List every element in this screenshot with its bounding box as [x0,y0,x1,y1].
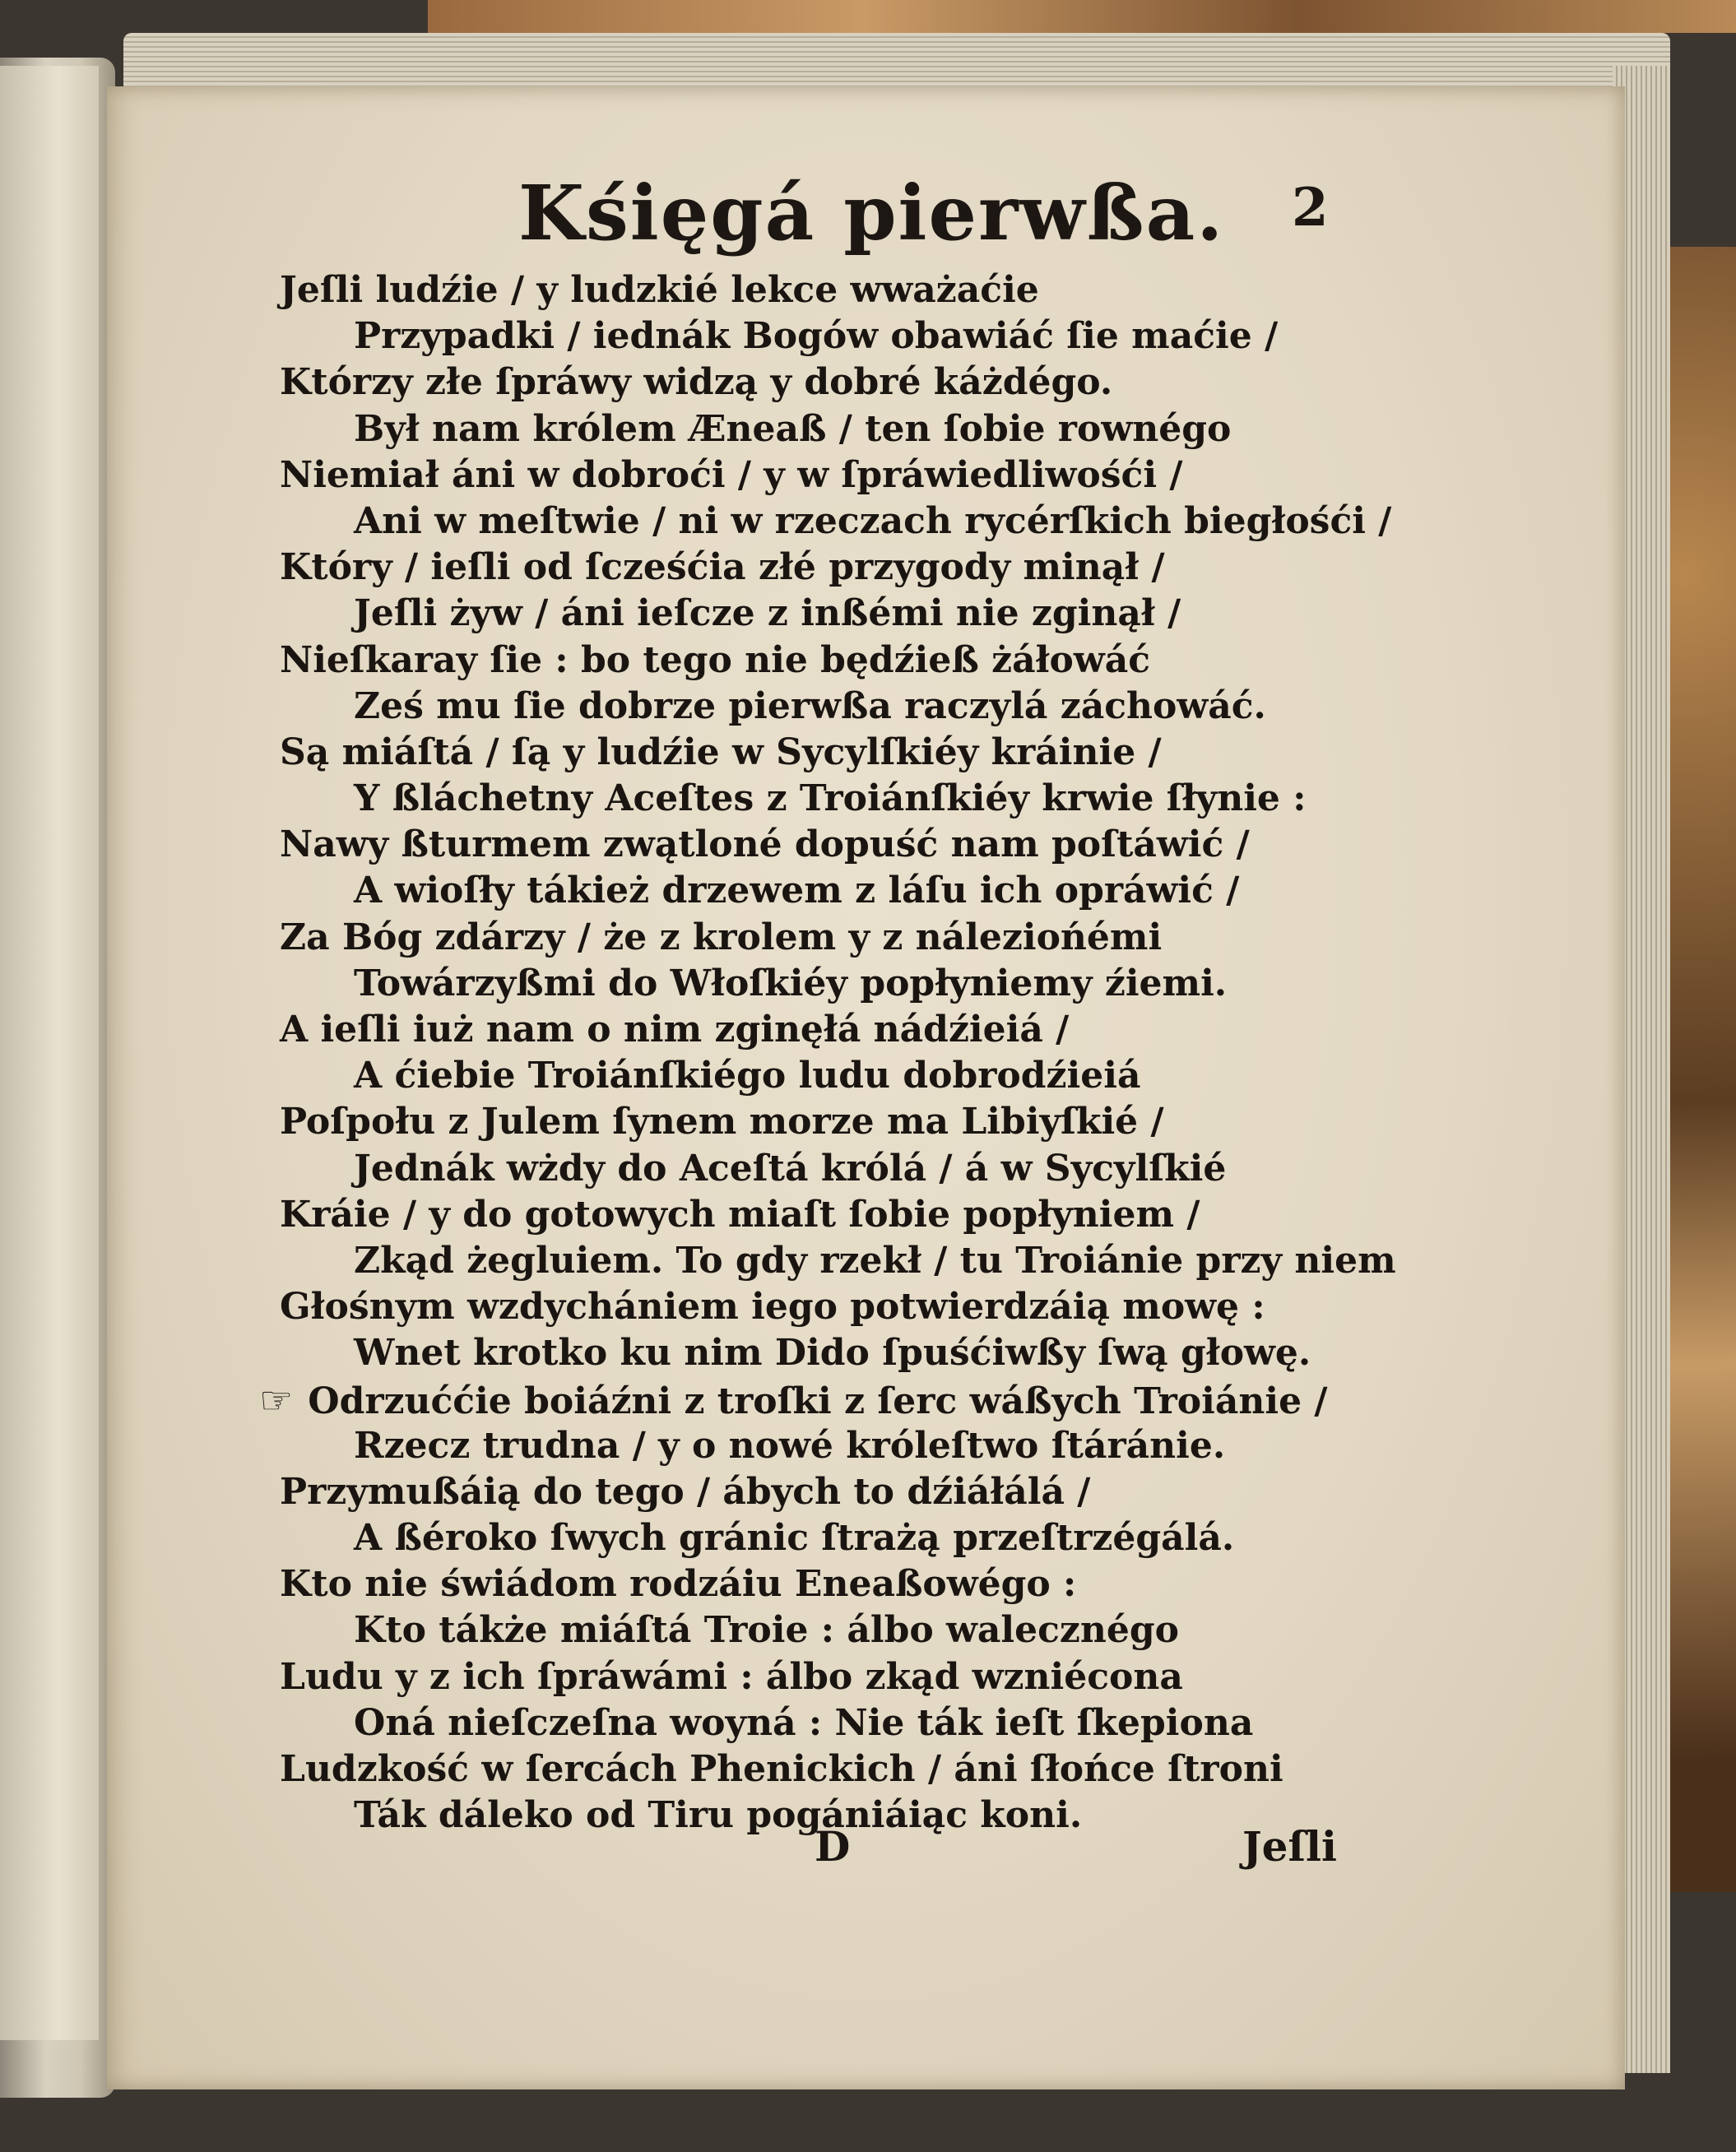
poem-line-text: Nieſkaray ſie : bo tego nie będźieß żáłowáć [280,638,1151,681]
left-page-edge [0,66,99,2040]
poem-line [280,267,1267,313]
poem-line [280,591,1267,637]
poem-line [280,359,1267,406]
poem-line [280,452,1267,499]
poem-line [280,915,1267,961]
catchword: Jeſli [1242,1822,1337,1871]
poem-line [280,1284,1267,1330]
folio-number: 2 [1292,177,1329,239]
poem-line-text: Odrzuććie boiáźni z troſki z ſerc wáßych Troiánie / [308,1380,1328,1422]
poem-line-text: Jednák wżdy do Aceſtá królá / á w Sycylſkié [354,1147,1227,1190]
poem-line-text: Ani w meſtwie / ni w rzeczach rycérſkich biegłośći / [354,499,1392,542]
poem-line-text: Ludzkość w ſercách Phenickich / áni ſłońce ſtroni [280,1748,1283,1790]
poem-line-text: A wioſły tákież drzewem z láſu ich opráwić / [354,870,1240,912]
poem-line [280,1654,1267,1700]
poem-line [280,1607,1267,1653]
poem-line [280,961,1267,1007]
poem-line-text: Był nam królem Æneaß / ten ſobie rownégo [354,407,1232,450]
poem-line-text: Oná nieſczeſna woyná : Nie ták ieſt ſkepiona [354,1701,1254,1744]
poem-line-text: Y ßláchetny Aceſtes z Troiánſkiéy krwie ſłynie : [354,777,1307,820]
poem-line [280,1746,1283,1793]
poem-line-text: Głośnym wzdychániem iego potwierdzáią mowę : [280,1286,1265,1329]
poem-line [280,545,1267,591]
poem-line [280,406,1267,452]
poem-line-text: Jeſli żyw / áni ieſcze z inßémi nie zginął / [354,592,1181,635]
poem-line [280,1238,1396,1284]
poem-line [280,822,1267,868]
poem-line-text: Który / ieſli od ſcześćia złé przygody minął / [280,546,1165,589]
poem-line-text: Zkąd żegluiem. To gdy rzekł / tu Troiánie przy niem [354,1239,1396,1282]
poem-line [280,1192,1267,1238]
poem-line-text: A ieſli iuż nam o nim zginęłá nádźieiá / [280,1009,1070,1050]
signature-mark: D [815,1822,851,1871]
poem-line [280,1099,1267,1145]
pointing-hand-icon: ☞ [259,1377,294,1422]
poem-line-text: Za Bóg zdárzy / że z krolem y z náleziońémi [280,916,1163,958]
poem-line [280,1007,1267,1053]
poem-line-text: Kto nie świádom rodzáiu Eneaßowégo : [280,1563,1077,1606]
poem-line-text: Towárzyßmi do Włoſkiéy popłyniemy źiemi. [354,962,1228,1004]
poem-line-text: Nawy ßturmem zwątloné dopuść nam poſtáwić / [280,823,1250,866]
poem-line-text: Przypadki / iednák Bogów obawiáć ſie maćie / [354,315,1279,358]
poem-line [280,1515,1267,1561]
poem-text-block [259,267,1396,1839]
poem-line [280,1146,1267,1192]
poem-line [280,638,1267,684]
poem-line [280,1053,1267,1099]
poem-line-text: Ták dáleko od Tiru pogániáiąc koni. [354,1794,1083,1837]
poem-line-text: Kto tákże miáſtá Troie : álbo walecznégo [354,1609,1179,1652]
poem-line [259,1377,1328,1423]
poem-line [280,1700,1267,1746]
poem-line [280,868,1267,914]
poem-line [280,684,1267,730]
poem-line-text: Poſpołu z Julem ſynem morze ma Libiyſkié / [280,1101,1164,1143]
poem-line-text: Niemiał áni w dobroći / y w ſpráwiedliwośći / [280,453,1183,496]
poem-line [280,313,1279,359]
poem-line-text: Wnet krotko ku nim Dido ſpuśćiwßy ſwą głowę. [354,1332,1311,1375]
poem-line [280,1469,1267,1515]
poem-line-text: Ludu y z ich ſpráwámi : álbo zkąd wzniécona [280,1655,1183,1698]
poem-line [280,1330,1311,1376]
poem-line-text: A ćiebie Troiánſkiégo ludu dobrodźieiá [354,1055,1141,1097]
poem-line-text: Którzy złe ſpráwy widzą y dobré káżdégo. [280,361,1113,404]
poem-line-text: A ßéroko ſwych gránic ſtrażą przeſtrzégálá. [354,1517,1235,1560]
poem-line-text: Ześ mu ſie dobrze pierwßa raczylá záchowáć. [354,684,1266,727]
poem-line [280,730,1267,776]
poem-line-text: Rzecz trudna / y o nowé króleſtwo ſtáránie. [354,1424,1226,1467]
poem-line [280,1423,1267,1469]
poem-line-text: Kráie / y do gotowych miaſt ſobie popłyniem / [280,1193,1200,1236]
marble-board-top [428,0,1736,33]
poem-line-text: Jeſli ludźie / y ludzkié lekce wważaćie [280,269,1039,311]
poem-line-text: Przymußáią do tego / ábych to dźiáłálá / [280,1470,1091,1513]
page-footer [280,1822,1349,1880]
poem-line [280,776,1307,822]
poem-line-text: Są miáſtá / ſą y ludźie w Sycylſkiéy kráinie / [280,730,1162,773]
marble-board [1662,247,1736,1892]
poem-line [280,499,1392,545]
running-head: Kśięgá pierwßa. [518,169,1225,257]
poem-line [280,1561,1267,1607]
